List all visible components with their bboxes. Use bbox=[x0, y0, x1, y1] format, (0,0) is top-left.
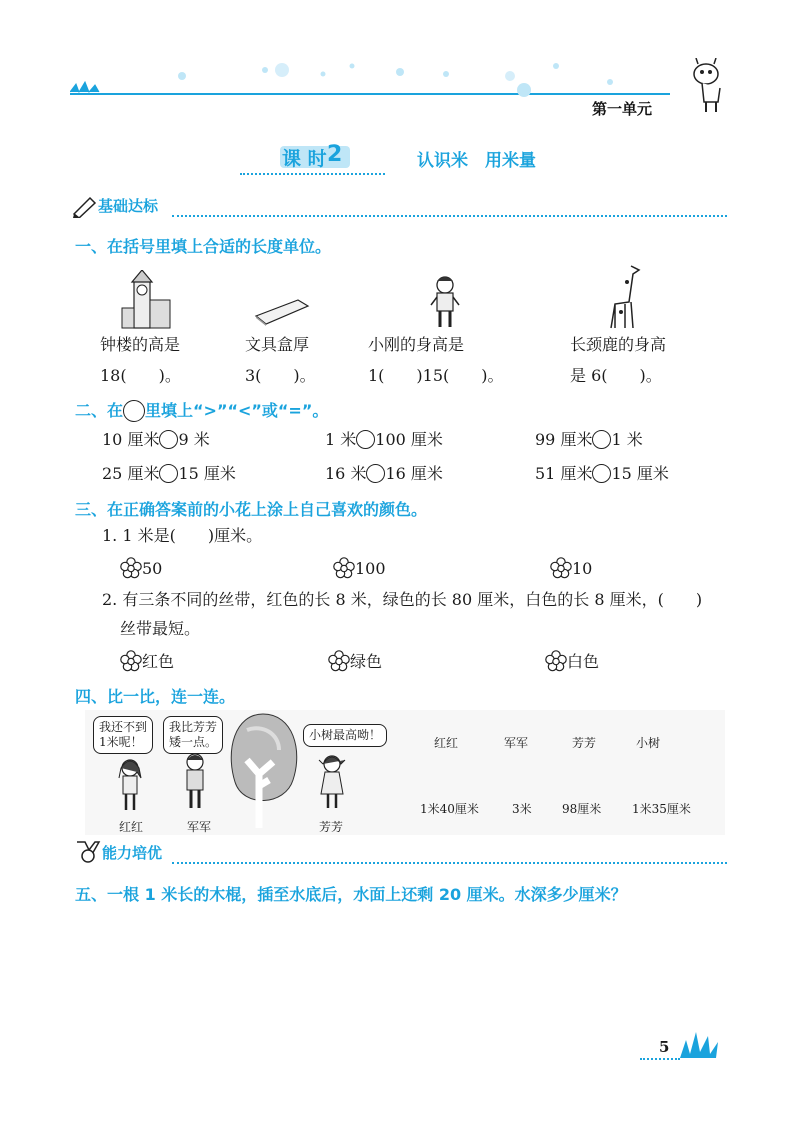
q3-sub2-option-1[interactable] bbox=[120, 650, 174, 672]
q3-sub1-option-1[interactable] bbox=[120, 557, 162, 579]
q3-title: 三、在正确答案前的小花上涂上自己喜欢的颜色。 bbox=[75, 500, 428, 519]
q2-r1-c1-circle[interactable] bbox=[159, 430, 178, 449]
q2-title-circle-icon bbox=[123, 400, 145, 422]
q2-title bbox=[75, 398, 328, 422]
q3-sub1-option-2-label: 100 bbox=[355, 559, 386, 578]
q1-item-1-answer[interactable]: 18( )。 bbox=[100, 366, 181, 385]
q2-r1-c3-right: 1 米 bbox=[611, 430, 643, 449]
q2-r2-c3-right: 15 厘米 bbox=[611, 464, 669, 483]
flower-icon[interactable] bbox=[120, 557, 142, 579]
match-height-3[interactable]: 98厘米 bbox=[562, 802, 602, 816]
q1-title: 一、在括号里填上合适的长度单位。 bbox=[75, 237, 332, 256]
q2-r2-c3-left: 51 厘米 bbox=[535, 464, 593, 483]
lesson-underline bbox=[240, 173, 385, 175]
q4-match-panel bbox=[390, 710, 725, 835]
q2-r1-c2-circle[interactable] bbox=[356, 430, 375, 449]
grass-icon bbox=[680, 1030, 720, 1058]
q2-title-prefix: 二、在 bbox=[75, 401, 124, 420]
q2-r2-c1-right: 15 厘米 bbox=[178, 464, 236, 483]
match-name-4[interactable]: 小树 bbox=[636, 736, 661, 750]
flower-icon[interactable] bbox=[328, 650, 350, 672]
q2-r2-c2-right: 16 厘米 bbox=[385, 464, 443, 483]
q3-sub1-question: 1. 1 米是( )厘米。 bbox=[102, 526, 263, 545]
q2-title-suffix: 里填上“>”“<”或“=”。 bbox=[145, 401, 329, 420]
flower-icon[interactable] bbox=[550, 557, 572, 579]
match-name-2[interactable]: 军军 bbox=[504, 736, 529, 750]
q1-item-4-label: 长颈鹿的身高 bbox=[570, 335, 667, 354]
q2-r1-c1-left: 10 厘米 bbox=[102, 430, 160, 449]
section-ability-title: 能力培优 bbox=[102, 844, 163, 862]
bubble-fangfang: 小树最高呦！ bbox=[303, 724, 387, 747]
lesson-badge bbox=[240, 140, 390, 172]
person-label-fangfang: 芳芳 bbox=[319, 820, 344, 834]
q3-sub2-line1: 2. 有三条不同的丝带，红色的长 8 米，绿色的长 80 厘米，白色的长 8 厘米，( ) bbox=[102, 590, 703, 609]
q3-sub1-option-2[interactable] bbox=[333, 557, 386, 579]
q3-sub2-option-1-label: 红色 bbox=[142, 652, 175, 671]
unit-label: 第一单元 bbox=[592, 100, 653, 118]
q2-r1-c3 bbox=[535, 430, 643, 450]
q2-r2-c1 bbox=[102, 464, 236, 484]
medal-icon bbox=[75, 840, 101, 864]
q2-r1-c2-left: 1 米 bbox=[325, 430, 357, 449]
q1-item-1-label: 钟楼的高是 bbox=[100, 335, 181, 354]
match-height-4[interactable]: 1米35厘米 bbox=[632, 802, 691, 816]
section-basic-title: 基础达标 bbox=[98, 197, 159, 215]
pencil-icon bbox=[72, 196, 98, 218]
giraffe-icon bbox=[605, 262, 645, 330]
q3-sub2-option-2-label: 绿色 bbox=[350, 652, 383, 671]
person-label-honghong: 红红 bbox=[119, 820, 144, 834]
section-basic-divider bbox=[172, 215, 727, 217]
q3-sub1-option-3-label: 10 bbox=[572, 559, 593, 578]
q1-item-3-label: 小刚的身高是 bbox=[368, 335, 465, 354]
q4-picture-panel bbox=[85, 710, 390, 835]
bubble-junjun: 我比芳芳 矮一点。 bbox=[163, 716, 223, 754]
flower-icon[interactable] bbox=[120, 650, 142, 672]
q3-sub1-option-3[interactable] bbox=[550, 557, 592, 579]
match-name-1[interactable]: 红红 bbox=[434, 736, 459, 750]
q2-r1-c2 bbox=[325, 430, 443, 450]
flower-icon[interactable] bbox=[545, 650, 567, 672]
q3-sub1-option-1-label: 50 bbox=[142, 559, 163, 578]
page-number: 5 bbox=[659, 1038, 670, 1056]
tree-icon bbox=[223, 710, 305, 828]
lesson-number: 2 bbox=[327, 142, 343, 167]
q2-r1-c2-right: 100 厘米 bbox=[375, 430, 443, 449]
q3-sub2-option-2[interactable] bbox=[328, 650, 382, 672]
section-ability-divider bbox=[172, 862, 727, 864]
q2-r2-c2-left: 16 米 bbox=[325, 464, 367, 483]
q1-item-4-answer[interactable]: 是 6( )。 bbox=[570, 366, 662, 385]
q1-item-2-label: 文具盒厚 bbox=[245, 335, 310, 354]
q2-r2-c2 bbox=[325, 464, 443, 484]
q2-r2-c1-left: 25 厘米 bbox=[102, 464, 160, 483]
boy-junjun-icon bbox=[179, 752, 211, 814]
q2-r2-c2-circle[interactable] bbox=[366, 464, 385, 483]
match-name-3[interactable]: 芳芳 bbox=[572, 736, 597, 750]
boy-icon bbox=[428, 275, 462, 331]
page-number-underline bbox=[640, 1058, 680, 1060]
lesson-badge-label: 课 时 bbox=[282, 148, 327, 170]
pencil-case-icon bbox=[252, 296, 312, 328]
q2-r1-c1-right: 9 米 bbox=[178, 430, 210, 449]
girl-honghong-icon bbox=[115, 758, 145, 814]
q4-title: 四、比一比，连一连。 bbox=[75, 687, 236, 706]
q3-sub2-line2: 丝带最短。 bbox=[120, 619, 201, 638]
giraffe-mascot-icon bbox=[688, 58, 730, 116]
q2-r1-c3-left: 99 厘米 bbox=[535, 430, 593, 449]
q5-title-text: 五、一根 1 米长的木棍，插至水底后，水面上还剩 20 厘米。水深多少厘米？ bbox=[75, 885, 627, 904]
person-label-junjun: 军军 bbox=[187, 820, 212, 834]
q2-r2-c3 bbox=[535, 464, 669, 484]
match-height-2[interactable]: 3米 bbox=[512, 802, 532, 816]
q2-r2-c1-circle[interactable] bbox=[159, 464, 178, 483]
flower-icon[interactable] bbox=[333, 557, 355, 579]
q2-r1-c1 bbox=[102, 430, 210, 450]
q2-r1-c3-circle[interactable] bbox=[592, 430, 611, 449]
q1-item-3-answer[interactable]: 1( )15( )。 bbox=[368, 366, 504, 385]
q2-r2-c3-circle[interactable] bbox=[592, 464, 611, 483]
lesson-title: 认识米 用米量 bbox=[417, 151, 536, 171]
q3-sub2-option-3-label: 白色 bbox=[567, 652, 600, 671]
q1-item-2-answer[interactable]: 3( )。 bbox=[245, 366, 316, 385]
bubble-honghong: 我还不到 1米呢！ bbox=[93, 716, 153, 754]
girl-fangfang-icon bbox=[317, 754, 347, 812]
q3-sub2-option-3[interactable] bbox=[545, 650, 599, 672]
clock-tower-icon bbox=[120, 270, 172, 330]
match-height-1[interactable]: 1米40厘米 bbox=[420, 802, 479, 816]
q5-title bbox=[75, 882, 627, 905]
